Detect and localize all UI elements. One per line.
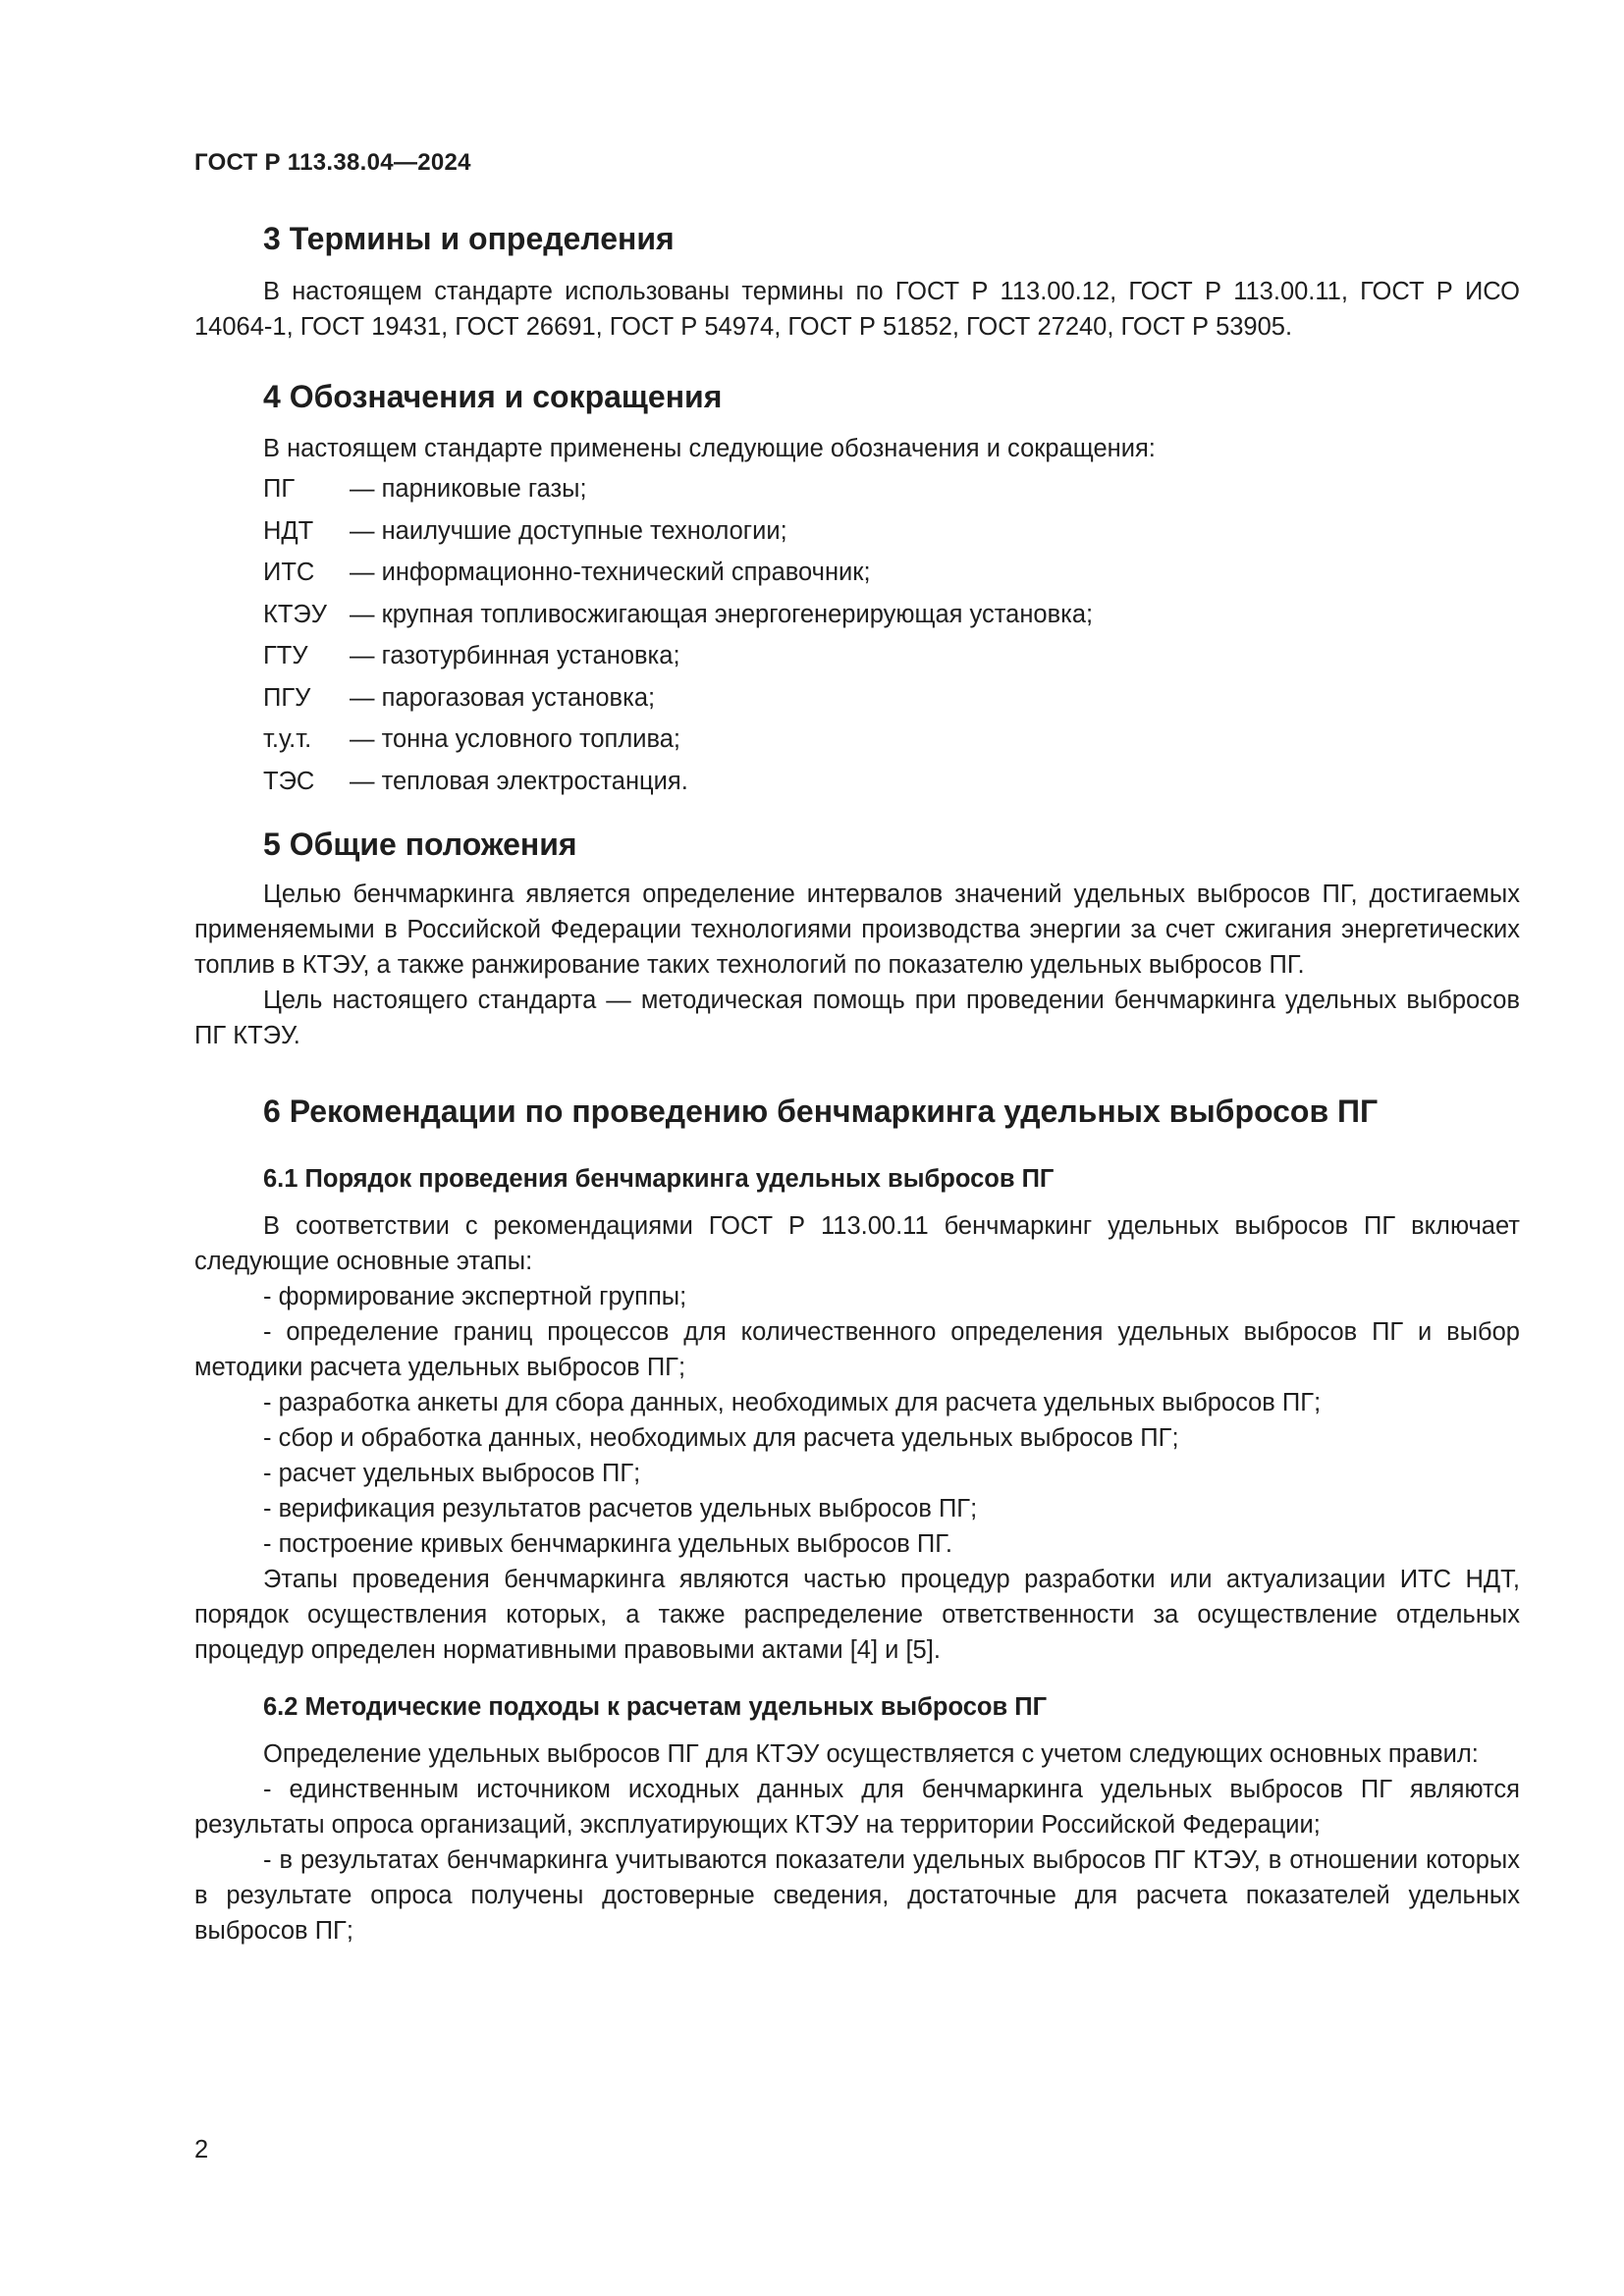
abbreviation-definition: — парогазовая установка; <box>350 683 656 712</box>
stages-list <box>194 1279 1520 1562</box>
abbreviation-term: ПГ <box>263 475 296 503</box>
abbreviation-item <box>194 468 1520 510</box>
abbreviation-definition: — тонна условного топлива; <box>350 725 681 753</box>
section-6-title: 6 Рекомендации по проведению бенчмаркинга удельных выбросов ПГ <box>263 1094 1379 1129</box>
rules-list <box>194 1772 1520 1949</box>
section-5-paragraph-2: Цель настоящего стандарта — методическая помощь при проведении бенчмаркинга удельных выбросов ПГ КТЭУ. <box>194 987 1520 1049</box>
abbreviation-item <box>194 510 1520 553</box>
abbreviation-item <box>194 594 1520 636</box>
section-4-title: 4 Обозначения и сокращения <box>263 379 723 414</box>
list-item: - разработка анкеты для сбора данных, необходимых для расчета удельных выбросов ПГ; <box>263 1389 1322 1416</box>
abbreviation-item <box>194 635 1520 677</box>
subsection-6-2-intro: Определение удельных выбросов ПГ для КТЭУ осуществляется с учетом следующих основных правил: <box>263 1740 1479 1768</box>
page-number: 2 <box>194 2136 209 2163</box>
abbreviation-definition: — наилучшие доступные технологии; <box>350 516 787 545</box>
abbreviation-term: т.у.т. <box>263 725 312 753</box>
abbreviation-definition: — информационно-технический справочник; <box>350 559 871 586</box>
section-3-text: В настоящем стандарте использованы термины по ГОСТ Р 113.00.12, ГОСТ Р 113.00.11, ГОСТ Р ИСО 14064-1, ГОСТ 19431, ГОСТ 26691, ГОСТ Р 54974, ГОСТ Р 51852, ГОСТ 27240, ГОСТ Р 53905. <box>194 278 1520 341</box>
list-item: - определение границ процессов для количественного определения удельных выбросов ПГ и выбор методики расчета удельных выбросов ПГ; <box>194 1318 1520 1381</box>
section-4-intro: В настоящем стандарте применены следующие обозначения и сокращения: <box>263 435 1156 462</box>
subsection-6-2-title: 6.2 Методические подходы к расчетам удельных выбросов ПГ <box>263 1693 1048 1721</box>
list-item: - в результатах бенчмаркинга учитываются показатели удельных выбросов ПГ КТЭУ, в отношении которых в результате опроса получены достоверные сведения, достаточные для расчета показателей удельных выбросов ПГ; <box>194 1846 1520 1945</box>
abbreviation-term: ГТУ <box>263 642 308 669</box>
abbreviation-item <box>194 761 1520 803</box>
abbreviation-term: КТЭУ <box>263 600 327 628</box>
subsection-6-1-closing: Этапы проведения бенчмаркинга являются частью процедур разработки или актуализации ИТС НДТ, порядок осуществления которых, а также распределение ответственности за осуществление отдельных процедур определен нормативными правовыми актами [4] и [5]. <box>194 1566 1520 1664</box>
subsection-6-1-title: 6.1 Порядок проведения бенчмаркинга удельных выбросов ПГ <box>263 1165 1055 1193</box>
list-item: - единственным источником исходных данных для бенчмаркинга удельных выбросов ПГ являются результаты опроса организаций, эксплуатирующих КТЭУ на территории Российской Федерации; <box>194 1776 1520 1839</box>
document-content <box>194 218 1520 1949</box>
abbreviation-definition: — тепловая электростанция. <box>350 767 688 795</box>
list-item: - построение кривых бенчмаркинга удельных выбросов ПГ. <box>263 1530 953 1558</box>
abbreviation-term: НДТ <box>263 516 314 545</box>
abbreviation-definition: — газотурбинная установка; <box>350 642 680 669</box>
abbreviation-item <box>194 677 1520 720</box>
abbreviation-item <box>194 719 1520 761</box>
list-item: - верификация результатов расчетов удельных выбросов ПГ; <box>263 1495 978 1522</box>
section-5-paragraph-1: Целью бенчмаркинга является определение интервалов значений удельных выбросов ПГ, достигаемых применяемыми в Российской Федерации технологиями производства энергии за счет сжигания энергетических топлив в КТЭУ, а также ранжирование таких технологий по показателю удельных выбросов ПГ. <box>194 881 1520 979</box>
abbreviation-definition: — крупная топливосжигающая энергогенерирующая установка; <box>350 600 1094 628</box>
abbreviation-list <box>194 468 1520 802</box>
abbreviation-term: ПГУ <box>263 683 311 712</box>
section-5-title: 5 Общие положения <box>263 827 577 862</box>
abbreviation-definition: — парниковые газы; <box>350 475 587 503</box>
document-header: ГОСТ Р 113.38.04—2024 <box>194 149 471 176</box>
abbreviation-item <box>194 552 1520 594</box>
abbreviation-term: ИТС <box>263 559 315 586</box>
list-item: - расчет удельных выбросов ПГ; <box>263 1460 641 1487</box>
section-3-title: 3 Термины и определения <box>263 221 675 256</box>
list-item: - формирование экспертной группы; <box>263 1283 687 1310</box>
abbreviation-term: ТЭС <box>263 767 315 795</box>
list-item: - сбор и обработка данных, необходимых для расчета удельных выбросов ПГ; <box>263 1424 1179 1452</box>
subsection-6-1-intro: В соответствии с рекомендациями ГОСТ Р 113.00.11 бенчмаркинг удельных выбросов ПГ включает следующие основные этапы: <box>194 1212 1520 1275</box>
